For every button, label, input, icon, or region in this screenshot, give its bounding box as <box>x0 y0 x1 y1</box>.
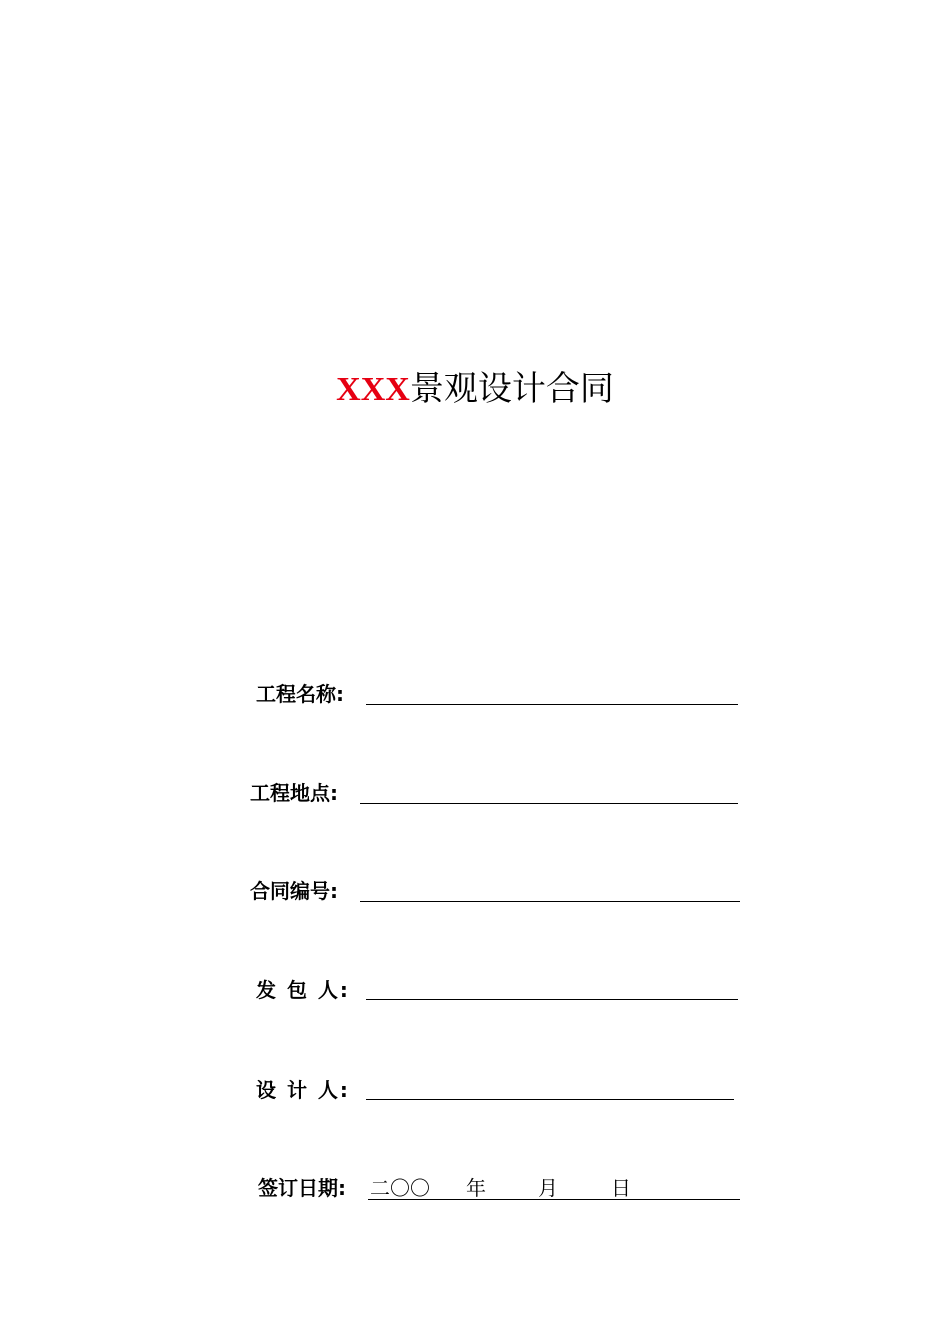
field-blank-project-name[interactable] <box>366 704 738 705</box>
sign-date-month-unit: 月 <box>538 1176 558 1200</box>
field-client <box>0 970 950 1010</box>
field-project-name <box>0 674 950 714</box>
title-main-text: 景观设计合同 <box>409 369 614 409</box>
sign-date-year-unit: 年 <box>466 1176 486 1200</box>
field-contract-number <box>0 871 950 911</box>
field-label-designer: 设 计 人: <box>256 1078 350 1102</box>
title-placeholder-text: XXX <box>336 371 410 408</box>
field-label-contract-number: 合同编号: <box>250 879 338 903</box>
field-blank-sign-date[interactable] <box>368 1199 740 1200</box>
field-blank-designer[interactable] <box>366 1099 734 1100</box>
field-blank-client[interactable] <box>366 999 738 1000</box>
sign-date-day-unit: 日 <box>611 1176 631 1200</box>
sign-date-year-prefix: 二〇〇 <box>370 1176 430 1200</box>
field-blank-contract-number[interactable] <box>360 901 740 902</box>
field-label-project-location: 工程地点: <box>250 781 338 805</box>
field-project-location <box>0 773 950 813</box>
field-designer <box>0 1070 950 1110</box>
document-title <box>0 364 950 415</box>
field-label-project-name: 工程名称: <box>256 682 344 706</box>
field-label-sign-date: 签订日期: <box>258 1176 346 1200</box>
field-sign-date <box>0 1168 950 1208</box>
field-label-client: 发 包 人: <box>256 978 350 1002</box>
field-blank-project-location[interactable] <box>360 803 738 804</box>
